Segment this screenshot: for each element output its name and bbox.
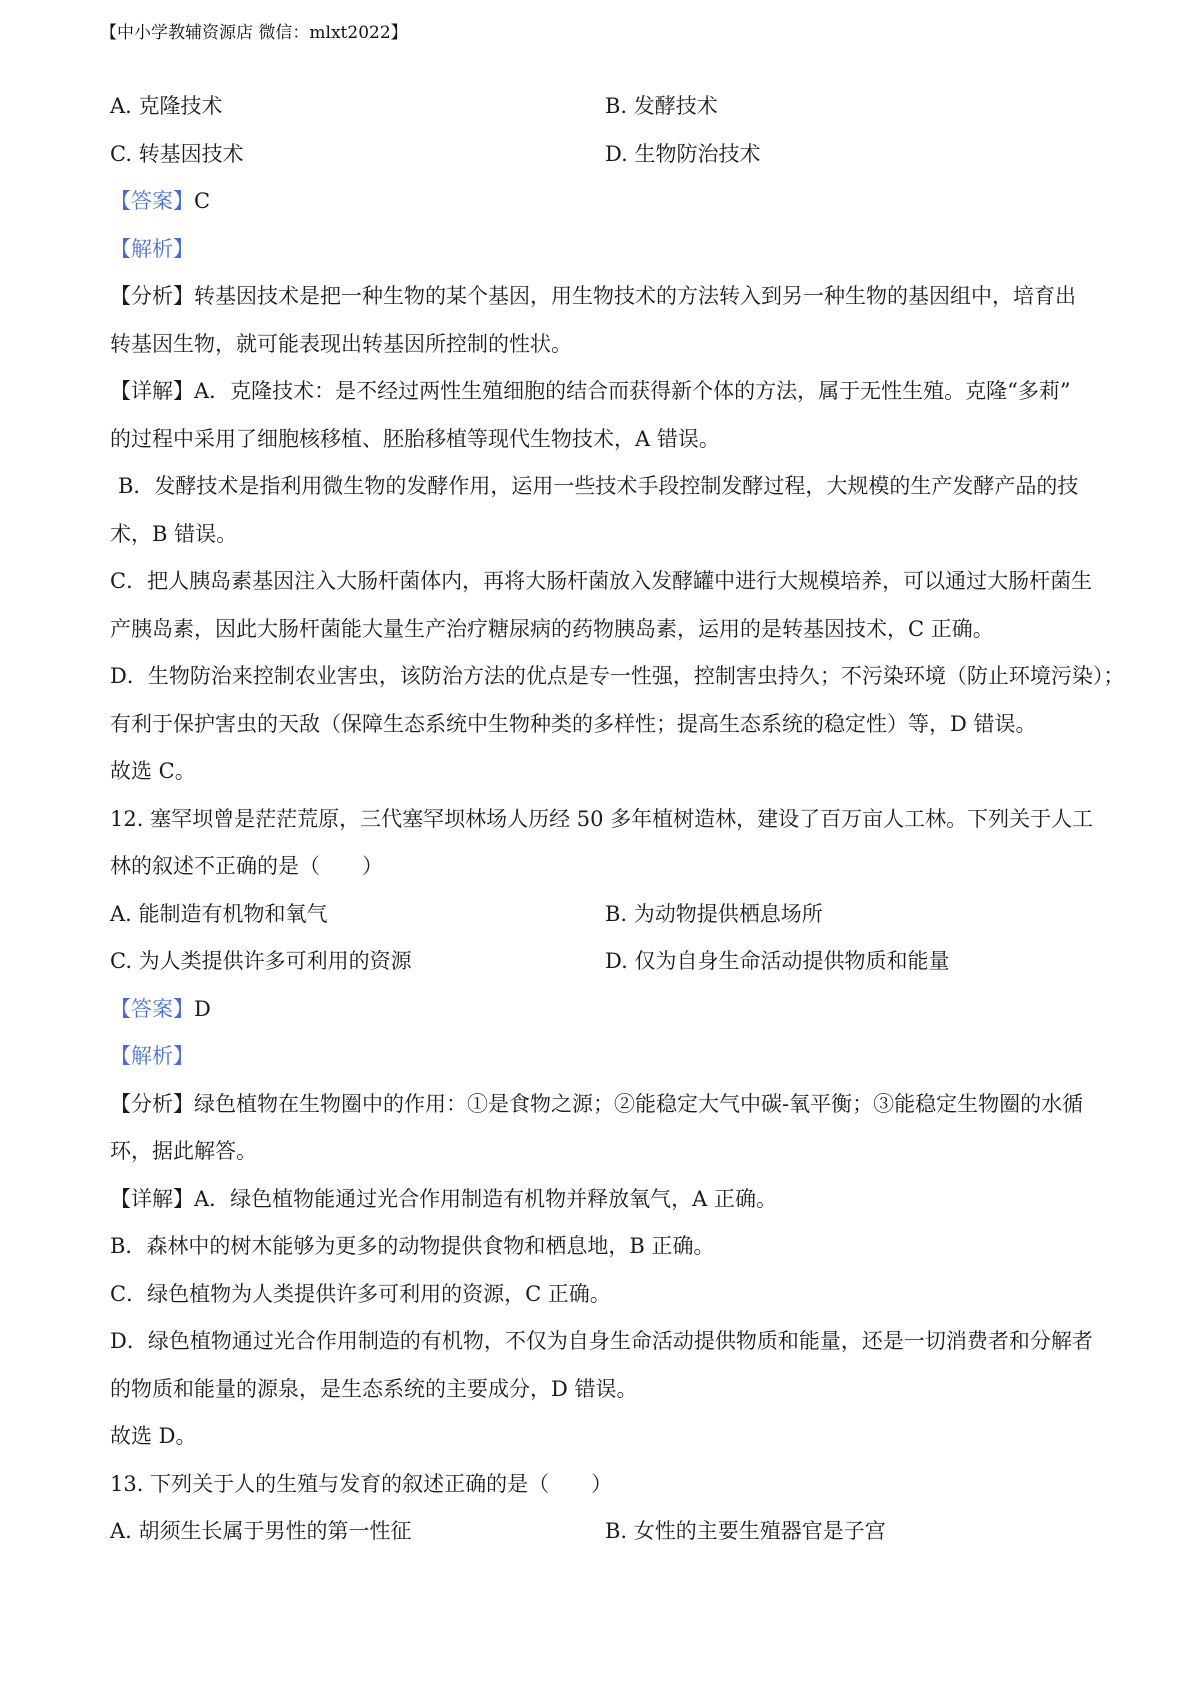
q13-options-row-1 xyxy=(110,1517,1100,1545)
q12-option-d[interactable]: D. 仅为自身生命活动提供物质和能量 xyxy=(605,949,950,973)
q13-option-b[interactable]: B. 女性的主要生殖器官是子宫 xyxy=(605,1519,886,1543)
q12-option-b[interactable]: B. 为动物提供栖息场所 xyxy=(605,901,823,926)
q12-analysis-line-1: 【分析】绿色植物在生物圈中的作用：①是食物之源；②能稳定大气中碳-氧平衡；③能稳定生物圈的水循 xyxy=(110,1091,1084,1116)
q11-analysis-line-3: 【详解】A．克隆技术：是不经过两性生殖细胞的结合而获得新个体的方法，属于无性生殖。克隆“多莉” xyxy=(110,379,1071,403)
q11-option-a[interactable]: A. 克隆技术 xyxy=(110,94,223,118)
q11-answer xyxy=(110,187,1100,215)
q11-option-b[interactable]: B. 发酵技术 xyxy=(605,94,718,118)
q12-analysis-line-2: 环，据此解答。 xyxy=(110,1139,257,1163)
q12-options-row-2 xyxy=(110,947,1100,975)
q11-answer-tag: 【答案】 xyxy=(110,189,194,213)
q11-analysis-line-4: 的过程中采用了细胞核移植、胚胎移植等现代生物技术，A 错误。 xyxy=(110,426,720,451)
page-header: 【中小学教辅资源店 微信：mlxt2022】 xyxy=(100,23,408,43)
q12-answer-tag: 【答案】 xyxy=(110,996,194,1021)
q11-option-c[interactable]: C. 转基因技术 xyxy=(110,141,244,166)
q11-analysis-line-10: 有利于保护害虫的天敌（保障生态系统中生物种类的多样性；提高生态系统的稳定性）等，D 错误。 xyxy=(110,711,1037,736)
q11-analysis-line-8: 产胰岛素，因此大肠杆菌能大量生产治疗糖尿病的药物胰岛素，运用的是转基因技术，C 正确。 xyxy=(110,616,994,641)
q12-analysis-line-3: 【详解】A．绿色植物能通过光合作用制造有机物并释放氧气，A 正确。 xyxy=(110,1186,778,1211)
q11-option-d[interactable]: D. 生物防治技术 xyxy=(605,141,761,166)
q12-analysis-line-5: C．绿色植物为人类提供许多可利用的资源，C 正确。 xyxy=(110,1281,611,1306)
q12-answer-value: D xyxy=(194,996,211,1021)
document-body xyxy=(110,92,1125,1565)
q11-analysis-line-6: 术，B 错误。 xyxy=(110,521,238,546)
q11-analysis-line-5: B．发酵技术是指利用微生物的发酵作用，运用一些技术手段控制发酵过程，大规模的生产发酵产品的技 xyxy=(118,474,1079,498)
q12-option-c[interactable]: C. 为人类提供许多可利用的资源 xyxy=(110,949,412,973)
q11-options-row-2 xyxy=(110,140,1100,168)
q11-conclusion: 故选 C。 xyxy=(110,759,196,783)
q12-answer xyxy=(110,995,1100,1023)
q13-option-a[interactable]: A. 胡须生长属于男性的第一性征 xyxy=(110,1519,412,1543)
q11-analysis-tag: 【解析】 xyxy=(110,236,194,261)
q11-analysis-line-1: 【分析】转基因技术是把一种生物的某个基因，用生物技术的方法转入到另一种生物的基因组中，培育出 xyxy=(110,284,1076,308)
q12-analysis-tag: 【解析】 xyxy=(110,1044,194,1068)
q13-stem: 13. 下列关于人的生殖与发育的叙述正确的是（ ） xyxy=(110,1471,613,1496)
q12-analysis-line-6: D．绿色植物通过光合作用制造的有机物，不仅为自身生命活动提供物质和能量，还是一切消费者和分解者 xyxy=(110,1329,1093,1353)
q11-options-row-1 xyxy=(110,92,1100,120)
q12-analysis-line-7: 的物质和能量的源泉，是生态系统的主要成分，D 错误。 xyxy=(110,1376,638,1401)
q12-option-a[interactable]: A. 能制造有机物和氧气 xyxy=(110,901,328,926)
q11-analysis-line-7: C．把人胰岛素基因注入大肠杆菌体内，再将大肠杆菌放入发酵罐中进行大规模培养，可以通过大肠杆菌生 xyxy=(110,569,1093,593)
q12-stem-line-1: 12. 塞罕坝曾是茫茫荒原，三代塞罕坝林场人历经 50 多年植树造林，建设了百万亩人工林。下列关于人工 xyxy=(110,806,1094,831)
q12-analysis-line-4: B．森林中的树木能够为更多的动物提供食物和栖息地，B 正确。 xyxy=(110,1234,715,1258)
q12-options-row-1 xyxy=(110,900,1100,928)
q11-analysis-line-9: D．生物防治来控制农业害虫，该防治方法的优点是专一性强，控制害虫持久；不污染环境（防止环境污染）； xyxy=(110,664,1125,688)
q11-answer-value: C xyxy=(194,189,211,213)
q11-analysis-line-2: 转基因生物，就可能表现出转基因所控制的性状。 xyxy=(110,331,572,356)
q12-stem-line-2: 林的叙述不正确的是（ ） xyxy=(110,854,383,878)
q12-conclusion: 故选 D。 xyxy=(110,1424,197,1448)
